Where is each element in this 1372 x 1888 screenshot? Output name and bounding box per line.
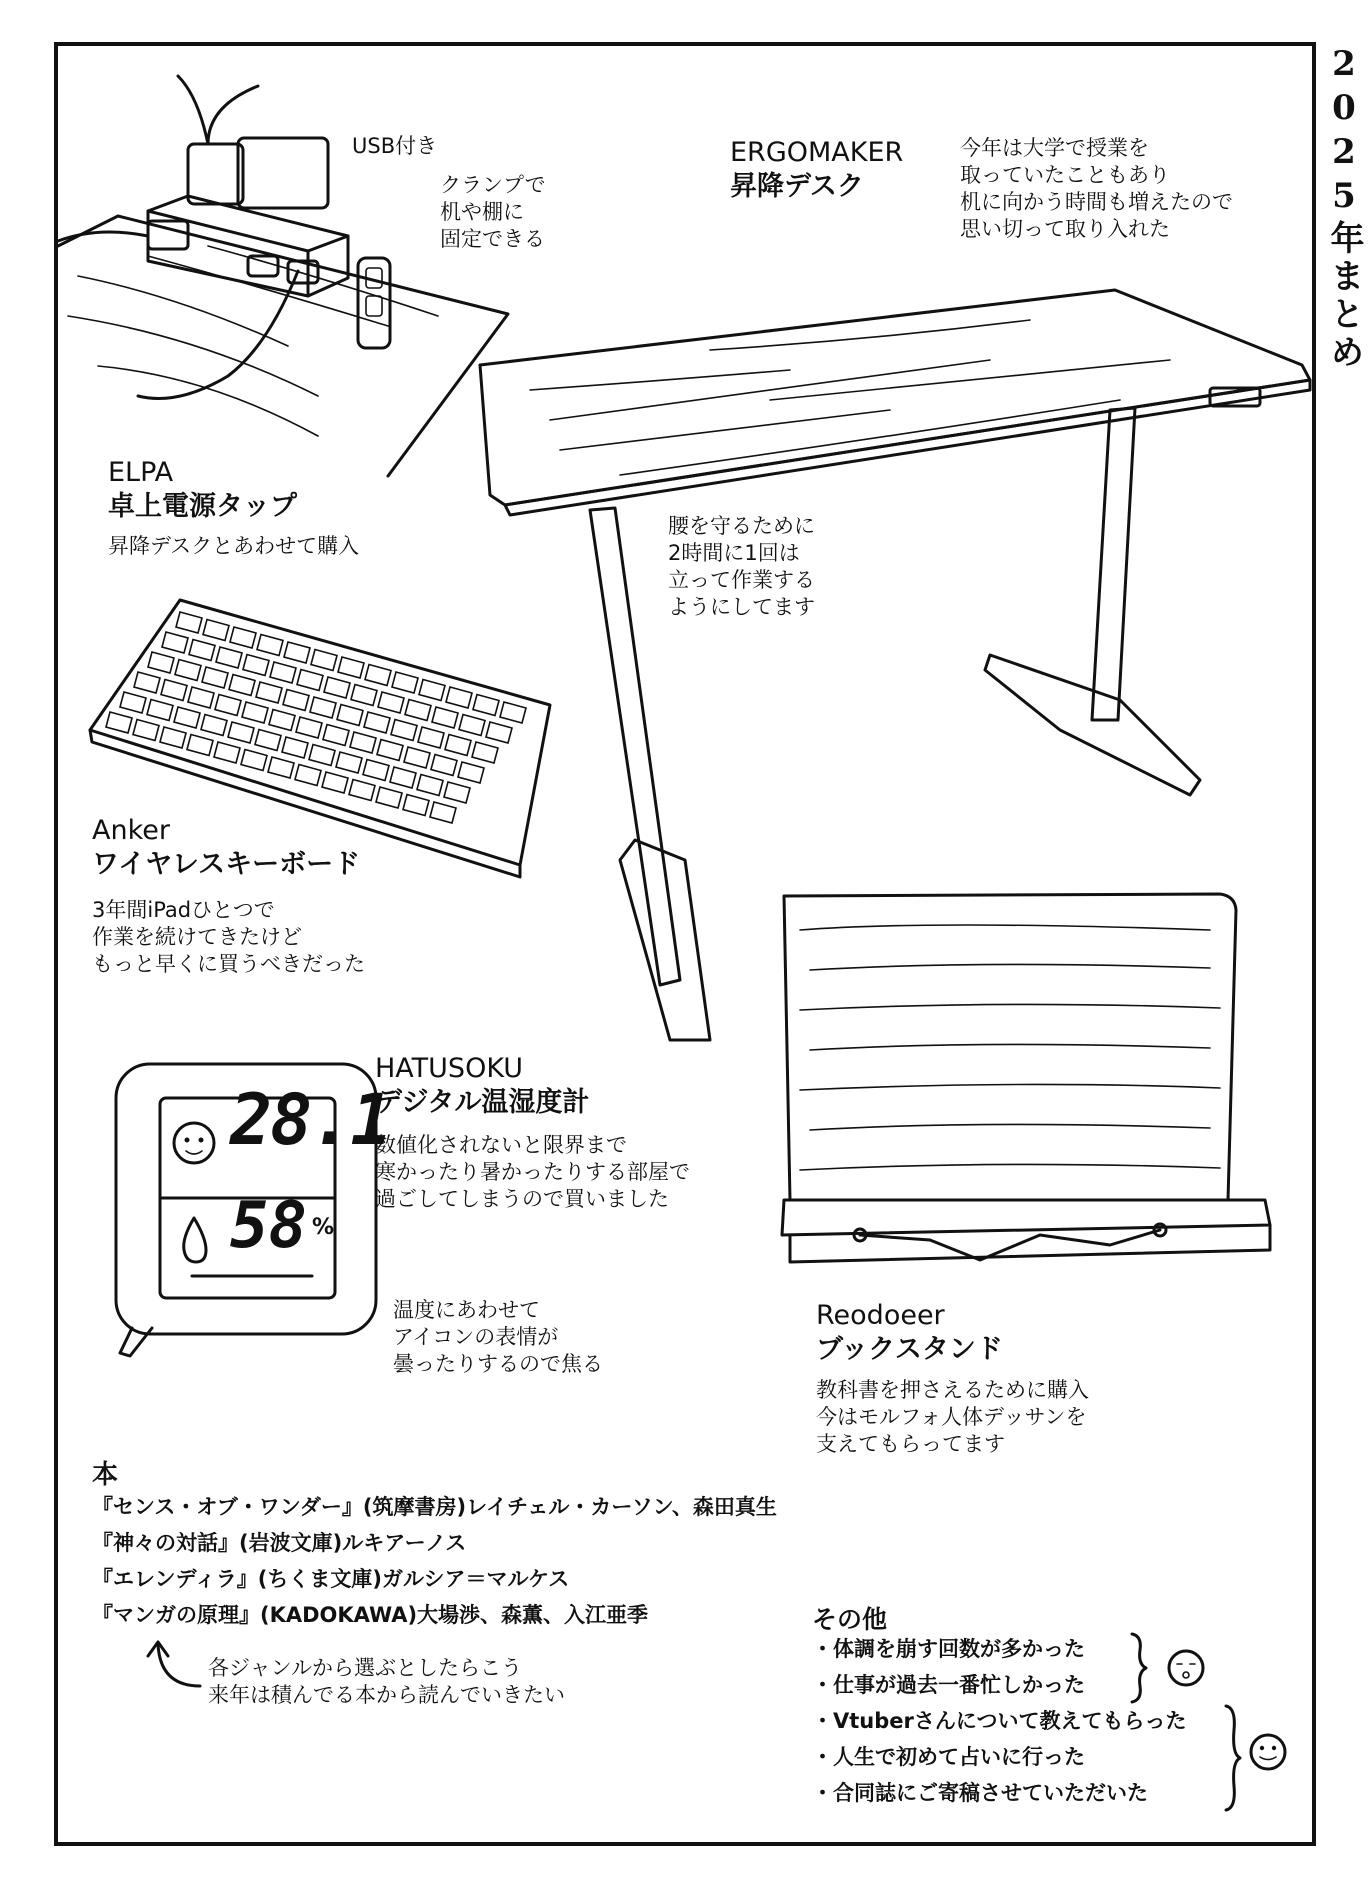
keyboard-key [378,692,404,713]
keyboard-key [106,712,132,733]
keyboard-key [364,712,390,733]
keyboard-key [268,757,294,778]
keyboard-key [120,692,146,713]
other-item: ・人生で初めて占いに行った [812,1745,1085,1769]
keyboard-key [309,745,335,766]
keyboard-key [337,705,363,726]
page-title: 2025年まとめ [1324,44,1364,372]
keyboard-key [256,682,282,703]
other-item: ・体調を崩す回数が多かった [812,1637,1085,1661]
desk-name: 昇降デスク [730,171,864,202]
keyboard-key [257,635,283,656]
arrow-icon [140,1636,210,1696]
bookstand-note: 教科書を押さえるために購入 今はモルフォ人体デッサンを 支えてもらってます [816,1378,1089,1456]
desk-brand: ERGOMAKER [730,137,904,168]
book-item: 『エレンディラ』(ちくま文庫)ガルシア＝マルケス [92,1567,570,1591]
clamp-callout: クランプで 机や棚に 固定できる [440,173,546,251]
keyboard-key [134,672,160,693]
books-comment: 各ジャンルから選ぶとしたらこう 来年は積んでる本から読んでいきたい [208,1656,565,1707]
keyboard-key [351,685,377,706]
keyboard-key [214,742,240,763]
keyboard-key [295,765,321,786]
keyboard-key [458,762,484,783]
keyboard-key [160,727,186,748]
keyboard-name: ワイヤレスキーボード [92,849,361,880]
brace-icon [1128,1632,1148,1704]
books-heading: 本 [92,1460,119,1490]
keyboard-key [403,795,429,816]
keyboard-key [432,707,458,728]
smile-face-icon [1248,1732,1288,1772]
keyboard-key [336,752,362,773]
keyboard-key [202,667,228,688]
keyboard-key [176,612,202,633]
thermometer-note: 数値化されないと限界まで 寒かったり暑かったりする部屋で 過ごしてしまうので買いました [375,1133,690,1211]
keyboard-key [283,690,309,711]
keyboard-key [365,665,391,686]
thermometer-brand: HATUSOKU [375,1053,524,1084]
keyboard-key [201,715,227,736]
other-item: ・合同誌にご寄稿させていただいた [812,1781,1148,1805]
keyboard-key [270,662,296,683]
sick-face-icon [1166,1648,1206,1688]
keyboard-key [242,702,268,723]
brace-icon [1222,1704,1242,1812]
power-tap-note: 昇降デスクとあわせて購入 [108,534,360,558]
other-item: ・Vtuberさんについて教えてもらった [812,1709,1187,1733]
keyboard-key [203,620,229,641]
keyboard-key [445,735,471,756]
keyboard-key [187,735,213,756]
humidity-unit: % [312,1215,335,1240]
usb-callout: USB付き [352,134,438,158]
keyboard-key [147,700,173,721]
keyboard-key [405,700,431,721]
keyboard-key [391,720,417,741]
keyboard-key [431,755,457,776]
keyboard-key [188,687,214,708]
keyboard-key [269,710,295,731]
keyboard-key [446,687,472,708]
bookstand-brand: Reodoeer [816,1300,945,1331]
keyboard-key [472,742,498,763]
keyboard-key [282,737,308,758]
keyboard-key [500,702,526,723]
keyboard-key [175,660,201,681]
thermometer-note-2: 温度にあわせて アイコンの表情が 曇ったりするので焦る [393,1298,603,1376]
keyboard-key [174,707,200,728]
desk-note-2: 腰を守るために 2時間に1回は 立って作業する ようにしてます [668,514,815,619]
other-item: ・仕事が過去一番忙しかった [812,1673,1085,1697]
keyboard-key [162,632,188,653]
keyboard-key [392,672,418,693]
other-heading: その他 [812,1605,888,1634]
keyboard-note: 3年間iPadひとつで 作業を続けてきたけど もっと早くに買うべきだった [92,898,365,976]
keyboard-key [486,722,512,743]
keyboard-key [216,647,242,668]
keyboard-key [133,720,159,741]
keyboard-key [376,787,402,808]
keyboard-key [404,747,430,768]
keyboard-key [296,717,322,738]
keyboard-key [215,695,241,716]
keyboard-key [473,695,499,716]
humidity-readout: 58 [230,1189,308,1263]
keyboard-key [390,767,416,788]
temperature-readout: 28.1 [230,1079,391,1161]
keyboard-key [255,730,281,751]
power-tap-name: 卓上電源タップ [108,491,297,522]
keyboard-key [230,627,256,648]
book-item: 『センス・オブ・ワンダー』(筑摩書房)レイチェル・カーソン、森田真生 [92,1495,777,1519]
keyboard-key [284,642,310,663]
thermometer-name: デジタル温湿度計 [375,1087,590,1118]
keyboard-key [243,655,269,676]
keyboard-key [310,697,336,718]
keyboard-key [229,675,255,696]
keyboard-key [363,760,389,781]
keyboard-key [148,652,174,673]
keyboard-key [324,677,350,698]
keyboard-key [459,715,485,736]
keyboard-key [430,802,456,823]
keyboard-key [311,650,337,671]
keyboard-key [241,750,267,771]
book-item: 『マンガの原理』(KADOKAWA)大場渉、森薫、入江亜季 [92,1603,649,1627]
book-item: 『神々の対話』(岩波文庫)ルキアーノス [92,1531,467,1555]
keyboard-key [444,782,470,803]
keyboard-key [417,775,443,796]
keyboard-key [350,732,376,753]
keyboard-key [323,725,349,746]
power-tap-brand: ELPA [108,457,174,488]
keyboard-key [297,670,323,691]
keyboard-key [161,680,187,701]
desk-note: 今年は大学で授業を 取っていたこともあり 机に向かう時間も増えたので 思い切って取り入れた [960,136,1233,241]
keyboard-key [377,740,403,761]
keyboard-key [349,780,375,801]
keyboard-key [338,657,364,678]
power-tap-illustration [58,46,528,476]
keyboard-key [418,727,444,748]
bookstand-illustration [780,890,1280,1270]
keyboard-key [189,640,215,661]
bookstand-name: ブックスタンド [816,1334,1003,1365]
keyboard-brand: Anker [92,815,170,846]
keyboard-key [419,680,445,701]
keyboard-key [228,722,254,743]
keyboard-key [322,772,348,793]
